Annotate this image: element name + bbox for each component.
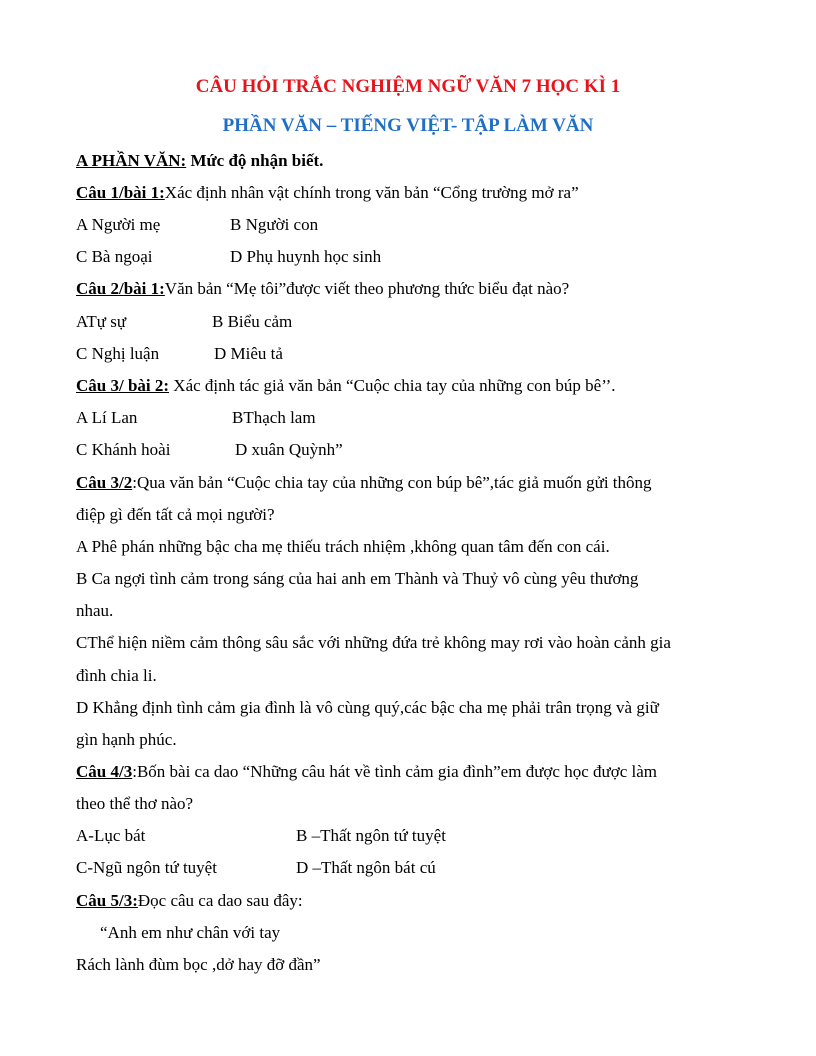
question-3-2-text-line-1: :Qua văn bản “Cuộc chia tay của những con búp bê”,tác giả muốn gửi thông — [132, 473, 652, 492]
question-3-text: Xác định tác giả văn bản “Cuộc chia tay của những con búp bê’’. — [169, 376, 616, 395]
question-3-2-option-b-line-2: nhau. — [76, 601, 114, 620]
question-2-label: Câu 2/bài 1: — [76, 279, 165, 298]
question-2-option-a: ATự sự — [76, 312, 127, 331]
question-2-option-b: B Biểu cảm — [212, 312, 293, 331]
question-2-text: Văn bản “Mẹ tôi”được viết theo phương thức biểu đạt nào? — [164, 279, 570, 298]
question-4-option-d: D –Thất ngôn bát cú — [296, 858, 436, 877]
section-heading — [76, 150, 323, 172]
question-1-option-b: B Người con — [230, 215, 319, 234]
question-3-2-text-line-2: điệp gì đến tất cả mọi người? — [76, 505, 275, 524]
question-4-text-line-1: :Bốn bài ca dao “Những câu hát về tình cảm gia đình”em được học được làm — [132, 762, 657, 781]
question-4-option-c: C-Ngũ ngôn tứ tuyệt — [76, 858, 217, 877]
question-3 — [76, 375, 616, 397]
question-4-label: Câu 4/3 — [76, 762, 133, 781]
question-1-label: Câu 1/bài 1: — [76, 183, 165, 202]
question-3-2-option-a: A Phê phán những bậc cha mẹ thiếu trách nhiệm ,không quan tâm đến con cái. — [76, 537, 610, 556]
question-3-2-option-d-line-2: gìn hạnh phúc. — [76, 730, 177, 749]
section-level: Mức độ nhận biết. — [186, 151, 324, 170]
question-1-text: Xác định nhân vật chính trong văn bản “Cổng trường mở ra” — [164, 183, 579, 202]
question-3-label: Câu 3/ bài 2: — [76, 376, 170, 395]
question-3-options-row-1 — [76, 407, 316, 429]
question-1-options-row-1 — [76, 214, 319, 236]
question-2-options-row-2 — [76, 343, 283, 365]
question-3-2-option-b-line-1: B Ca ngợi tình cảm trong sáng của hai anh em Thành và Thuỷ vô cùng yêu thương — [76, 569, 639, 588]
question-2-option-c: C Nghị luận — [76, 344, 160, 363]
section-label: A PHẦN VĂN: — [76, 151, 187, 170]
poem-line-2: Rách lành đùm bọc ,dở hay đỡ đần” — [76, 955, 321, 974]
question-3-2-label: Câu 3/2 — [76, 473, 133, 492]
question-3-options-row-2 — [76, 439, 343, 461]
question-3-2-option-c-line-1: CThể hiện niềm cảm thông sâu sắc với những đứa trẻ không may rơi vào hoàn cảnh gia — [76, 633, 671, 652]
question-3-2 — [76, 472, 652, 494]
question-4-options-row-1 — [76, 825, 446, 847]
question-1-option-a: A Người mẹ — [76, 215, 161, 234]
question-1-option-c: C Bà ngoại — [76, 247, 153, 266]
question-3-2-option-c-line-2: đình chia li. — [76, 666, 157, 685]
question-1 — [76, 182, 579, 204]
poem-line-1: “Anh em như chân với tay — [100, 923, 281, 942]
question-3-option-b: BThạch lam — [232, 408, 316, 427]
page-subtitle: PHẦN VĂN – TIẾNG VIỆT- TẬP LÀM VĂN — [222, 115, 594, 136]
question-4-option-b: B –Thất ngôn tứ tuyệt — [296, 826, 446, 845]
question-2-options-row-1 — [76, 311, 293, 333]
question-1-options-row-2 — [76, 246, 382, 268]
question-1-option-d: D Phụ huynh học sinh — [230, 247, 382, 266]
question-4-text-line-2: theo thể thơ nào? — [76, 794, 194, 813]
question-4-option-a: A-Lục bát — [76, 826, 146, 845]
question-5-label: Câu 5/3: — [76, 891, 138, 910]
question-3-option-c: C Khánh hoài — [76, 440, 171, 459]
question-3-option-a: A Lí Lan — [76, 408, 138, 427]
question-2-option-d: D Miêu tả — [214, 344, 283, 363]
question-4 — [76, 761, 657, 783]
question-3-2-option-d-line-1: D Khẳng định tình cảm gia đình là vô cùng quý,các bậc cha mẹ phải trân trọng và giữ — [76, 698, 659, 717]
question-2 — [76, 278, 569, 300]
page-title: CÂU HỎI TRẮC NGHIỆM NGỮ VĂN 7 HỌC KÌ 1 — [195, 76, 621, 97]
question-5-text: Đọc câu ca dao sau đây: — [137, 891, 303, 910]
question-3-option-d: D xuân Quỳnh” — [235, 440, 343, 459]
question-4-options-row-2 — [76, 857, 436, 879]
question-5 — [76, 890, 303, 912]
